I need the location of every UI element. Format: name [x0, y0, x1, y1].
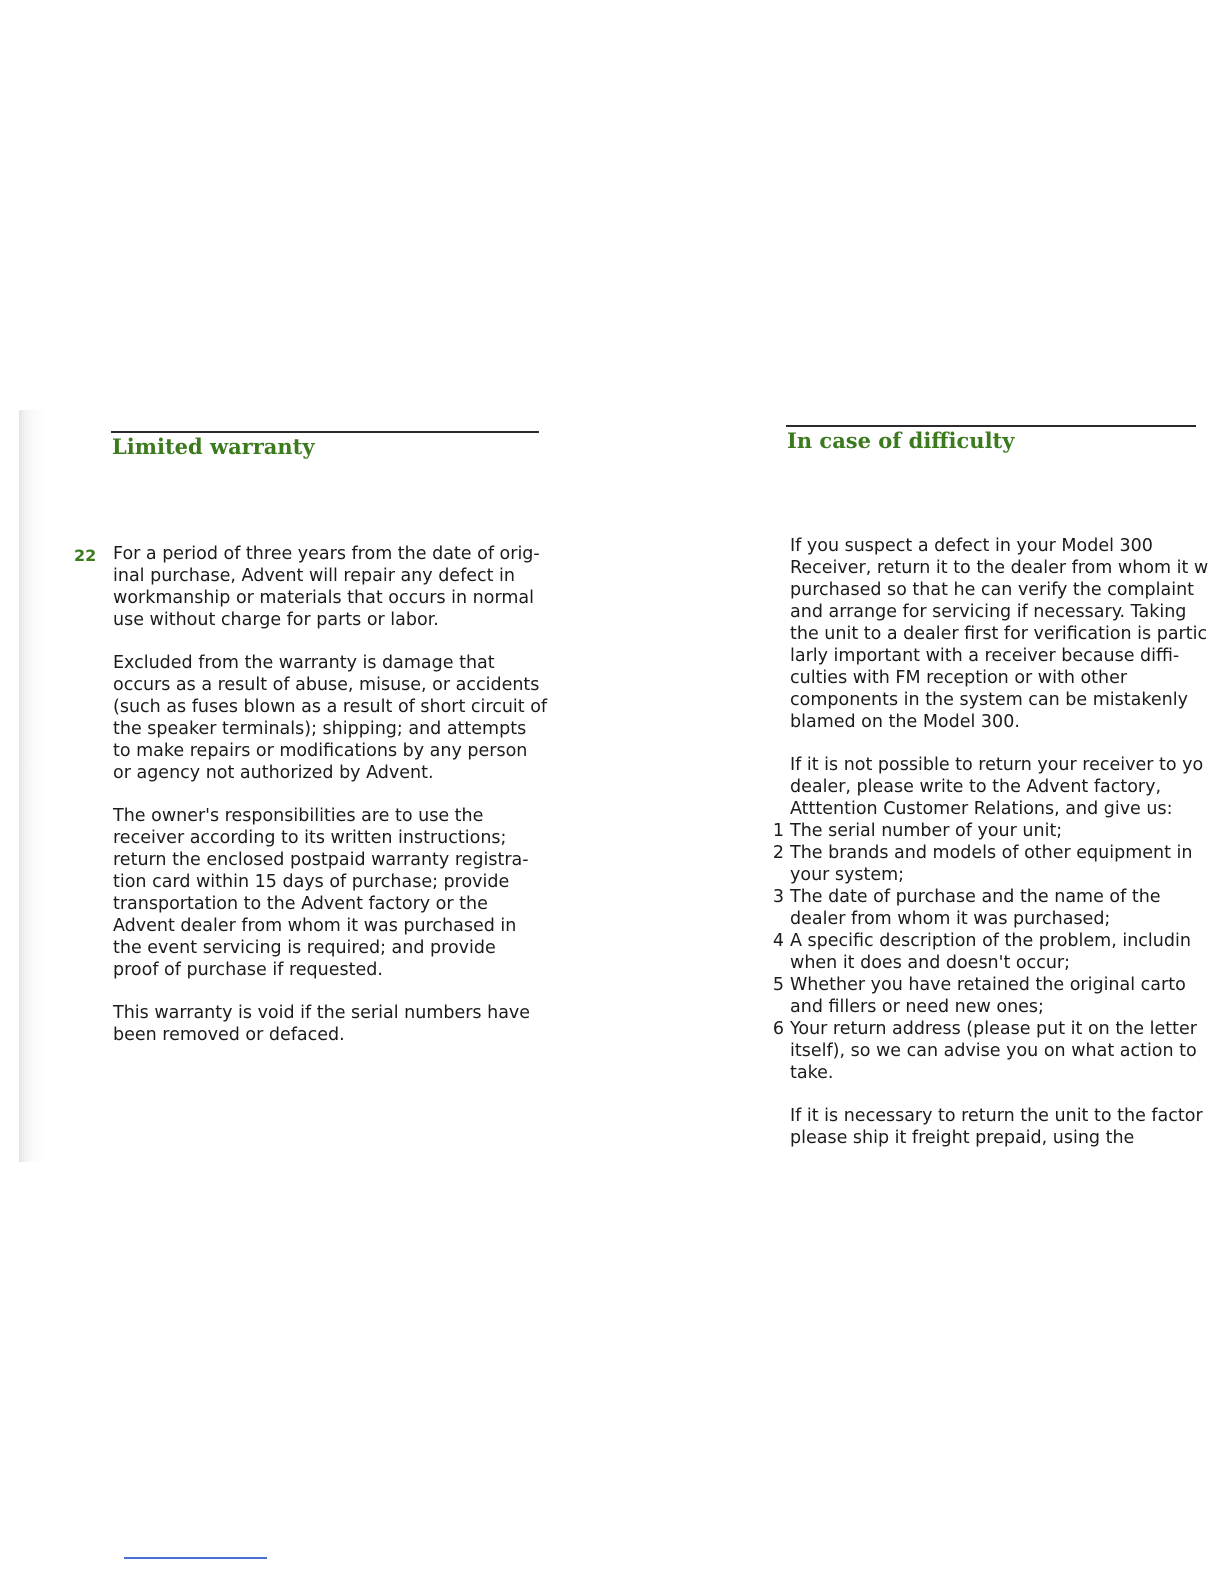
- text-line: Atttention Customer Relations, and give us:: [790, 799, 1173, 819]
- list-item-number: 2: [772, 843, 784, 863]
- text-line: If it is not possible to return your receiver to yo: [790, 755, 1204, 775]
- left-heading-rule: [111, 431, 539, 433]
- left-page-title: Limited warranty: [112, 434, 315, 459]
- text-line: proof of purchase if requested.: [113, 960, 383, 980]
- text-line: (such as fuses blown as a result of short circuit of: [113, 697, 548, 717]
- text-line: inal purchase, Advent will repair any defect in: [113, 566, 515, 586]
- text-line: The brands and models of other equipment in: [790, 843, 1193, 863]
- text-line: purchased so that he can verify the complaint: [790, 580, 1195, 600]
- right-page-title: In case of difficulty: [787, 428, 1015, 453]
- text-line: The owner's responsibilities are to use the: [113, 806, 484, 826]
- text-line: to make repairs or modifications by any person: [113, 741, 528, 761]
- text-line: Receiver, return it to the dealer from whom it w: [790, 558, 1209, 578]
- right-heading-rule: [786, 425, 1196, 427]
- text-line: The date of purchase and the name of the: [790, 887, 1161, 907]
- text-line: and fillers or need new ones;: [790, 997, 1044, 1017]
- list-item: [772, 842, 1224, 886]
- text-line: Whether you have retained the original carto: [790, 975, 1186, 995]
- text-line: your system;: [790, 865, 905, 885]
- information-list: [772, 820, 1224, 1084]
- text-line: Advent dealer from whom it was purchased in: [113, 916, 517, 936]
- page-number: 22: [74, 546, 97, 565]
- text-line: components in the system can be mistakenly: [790, 690, 1188, 710]
- text-line: If you suspect a defect in your Model 300: [790, 536, 1153, 556]
- list-item: [772, 820, 1224, 842]
- list-item-number: 6: [772, 1019, 784, 1039]
- text-line: workmanship or materials that occurs in normal: [113, 588, 534, 608]
- text-line: Your return address (please put it on the letter: [790, 1019, 1197, 1039]
- text-line: take.: [790, 1063, 834, 1083]
- text-line: blamed on the Model 300.: [790, 712, 1020, 732]
- text-line: use without charge for parts or labor.: [113, 610, 439, 630]
- text-line: Excluded from the warranty is damage that: [113, 653, 495, 673]
- list-item: [772, 1018, 1224, 1084]
- text-line: when it does and doesn't occur;: [790, 953, 1071, 973]
- text-line: receiver according to its written instructions;: [113, 828, 507, 848]
- list-item: [772, 930, 1224, 974]
- left-page-body: [113, 543, 553, 1067]
- text-line: transportation to the Advent factory or the: [113, 894, 488, 914]
- warranty-paragraph-exclusions: [113, 652, 553, 784]
- list-item-number: 4: [772, 931, 784, 951]
- text-line: tion card within 15 days of purchase; provide: [113, 872, 510, 892]
- text-line: For a period of three years from the date of orig-: [113, 544, 540, 564]
- text-line: the event servicing is required; and provide: [113, 938, 496, 958]
- text-line: The serial number of your unit;: [790, 821, 1063, 841]
- text-line: dealer, please write to the Advent factory,: [790, 777, 1162, 797]
- text-line: If it is necessary to return the unit to the factor: [790, 1106, 1203, 1126]
- text-line: occurs as a result of abuse, misuse, or accidents: [113, 675, 540, 695]
- text-line: please ship it freight prepaid, using the: [790, 1128, 1135, 1148]
- list-item: [772, 886, 1224, 930]
- text-line: culties with FM reception or with other: [790, 668, 1128, 688]
- text-line: A specific description of the problem, includin: [790, 931, 1191, 951]
- difficulty-paragraph-intro: [790, 535, 1224, 733]
- bottom-link-underline: [124, 1557, 267, 1559]
- difficulty-paragraph-shipping: [790, 1105, 1224, 1149]
- text-line: been removed or defaced.: [113, 1025, 345, 1045]
- warranty-paragraph-void: [113, 1002, 553, 1046]
- text-line: or agency not authorized by Advent.: [113, 763, 434, 783]
- text-line: dealer from whom it was purchased;: [790, 909, 1111, 929]
- warranty-paragraph-period: [113, 543, 553, 631]
- list-item-number: 5: [772, 975, 784, 995]
- list-item-number: 3: [772, 887, 784, 907]
- text-line: larly important with a receiver because diffi-: [790, 646, 1180, 666]
- text-line: return the enclosed postpaid warranty registra-: [113, 850, 529, 870]
- text-line: and arrange for servicing if necessary. Taking: [790, 602, 1187, 622]
- right-page-body: [772, 535, 1224, 1170]
- list-item-number: 1: [772, 821, 784, 841]
- list-item: [772, 974, 1224, 1018]
- warranty-paragraph-responsibilities: [113, 805, 553, 981]
- binding-shadow: [19, 410, 45, 1162]
- text-line: the speaker terminals); shipping; and attempts: [113, 719, 527, 739]
- text-line: This warranty is void if the serial numbers have: [113, 1003, 531, 1023]
- text-line: itself), so we can advise you on what action to: [790, 1041, 1197, 1061]
- text-line: the unit to a dealer first for verification is partic: [790, 624, 1208, 644]
- difficulty-paragraph-contact: [790, 754, 1224, 820]
